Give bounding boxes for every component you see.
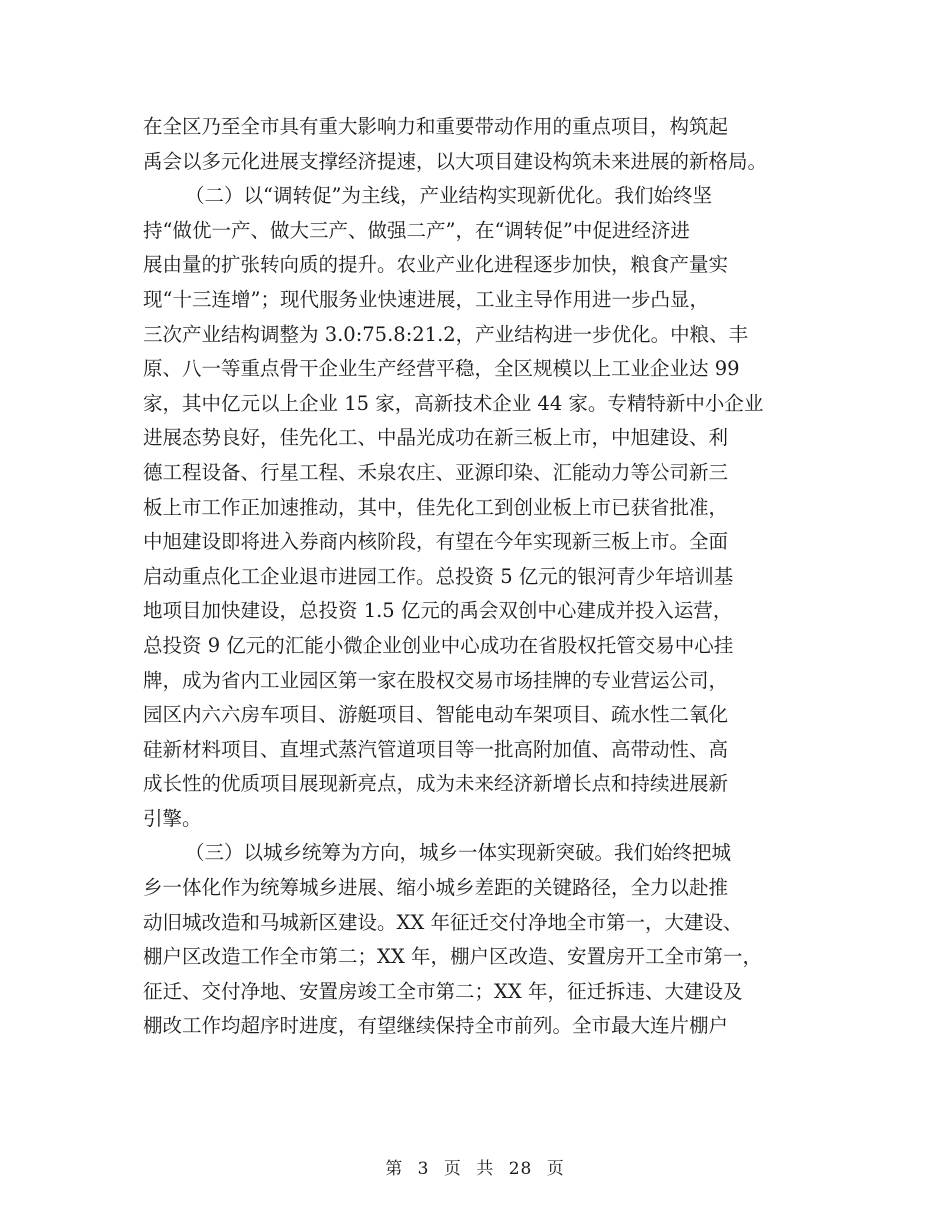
text-line: 引擎。: [143, 806, 202, 830]
text-line: 三次产业结构调整为 3.0:75.8:21.2，产业结构进一步优化。中粮、丰: [143, 322, 749, 346]
text-line: 征迁、交付净地、安置房竣工全市第二；XX 年，征迁拆违、大建设及: [143, 979, 743, 1003]
text-line: 德工程设备、行星工程、禾泉农庄、亚源印染、汇能动力等公司新三: [143, 460, 729, 484]
text-line: 展由量的扩张转向质的提升。农业产业化进程逐步加快，粮食产量实: [143, 253, 729, 277]
text-line: 启动重点化工企业退市进园工作。总投资 5 亿元的银河青少年培训基: [143, 564, 734, 588]
footer-prefix: 第: [385, 1159, 404, 1179]
text-line: 总投资 9 亿元的汇能小微企业创业中心成功在省股权托管交易中心挂: [143, 633, 734, 657]
text-line: 禹会以多元化进展支撑经济提速，以大项目建设构筑未来进展的新格局。: [143, 149, 768, 173]
body-text: [143, 110, 833, 1044]
paragraph-heading-line: （二）以“调转促”为主线，产业结构实现新优化。我们始终坚: [185, 184, 712, 208]
text-line: 硅新材料项目、直埋式蒸汽管道项目等一批高附加值、高带动性、高: [143, 737, 729, 761]
footer-total-word: 共: [476, 1159, 495, 1179]
text-line: 家，其中亿元以上企业 15 家，高新技术企业 44 家。专精特新中小企业: [143, 391, 764, 415]
text-line: 板上市工作正加速推动，其中，佳先化工到创业板上市已获省批准，: [143, 495, 729, 519]
text-line: 中旭建设即将进入券商内核阶段，有望在今年实现新三板上市。全面: [143, 530, 729, 554]
text-line: 牌，成为省内工业园区第一家在股权交易市场挂牌的专业营运公司，: [143, 668, 729, 692]
page-footer: [0, 1154, 950, 1179]
page-number: 3: [417, 1159, 430, 1179]
text-line: 棚改工作均超序时进度，有望继续保持全市前列。全市最大连片棚户: [143, 1014, 729, 1038]
text-line: 现“十三连增”；现代服务业快速进展，工业主导作用进一步凸显，: [143, 287, 709, 311]
text-line: 棚户区改造工作全市第二；XX 年，棚户区改造、安置房开工全市第一，: [143, 945, 762, 969]
total-pages: 28: [508, 1159, 533, 1179]
paragraph-heading-line: （三）以城乡统筹为方向，城乡一体实现新突破。我们始终把城: [185, 841, 732, 865]
text-line: 进展态势良好，佳先化工、中晶光成功在新三板上市，中旭建设、利: [143, 426, 729, 450]
text-line: 动旧城改造和马城新区建设。XX 年征迁交付净地全市第一，大建设、: [143, 910, 743, 934]
text-line: 乡一体化作为统筹城乡进展、缩小城乡差距的关键路径，全力以赴推: [143, 876, 729, 900]
footer-suffix: 页: [546, 1159, 565, 1179]
text-line: 持“做优一产、做大三产、做强二产”，在“调转促”中促进经济进: [143, 218, 690, 242]
footer-page-word: 页: [443, 1159, 462, 1179]
text-line: 在全区乃至全市具有重大影响力和重要带动作用的重点项目，构筑起: [143, 115, 729, 138]
text-line: 地项目加快建设，总投资 1.5 亿元的禹会双创中心建成并投入运营，: [143, 599, 733, 623]
text-line: 成长性的优质项目展现新亮点，成为未来经济新增长点和持续进展新: [143, 772, 729, 796]
text-line: 园区内六六房车项目、游艇项目、智能电动车架项目、疏水性二氧化: [143, 703, 729, 727]
text-line: 原、八一等重点骨干企业生产经营平稳，全区规模以上工业企业达 99: [143, 357, 740, 381]
